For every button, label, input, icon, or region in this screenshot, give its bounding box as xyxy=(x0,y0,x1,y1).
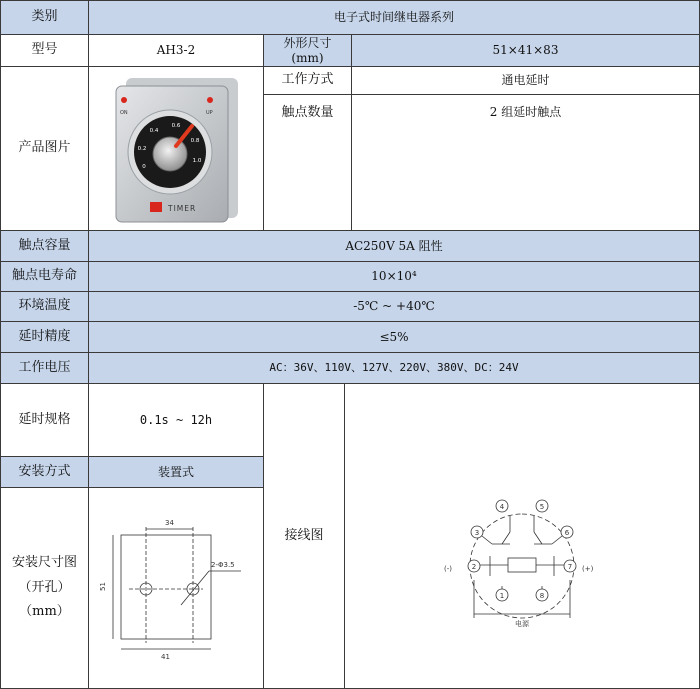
mounting-label: 安装方式 xyxy=(0,456,89,488)
socket-outline xyxy=(470,514,574,618)
svg-text:0.4: 0.4 xyxy=(149,127,159,134)
dim-top-text: 34 xyxy=(165,519,174,527)
cutout-drawing xyxy=(91,513,261,663)
svg-text:7: 7 xyxy=(567,563,573,571)
delay-range-label: 延时规格 xyxy=(0,383,89,457)
svg-text:1.0: 1.0 xyxy=(192,157,202,164)
svg-text:1: 1 xyxy=(499,592,505,600)
power-text: 电源 xyxy=(515,620,529,628)
model-label: 型号 xyxy=(0,34,89,67)
contacts-value: 2 组延时触点 xyxy=(351,94,700,231)
svg-text:0: 0 xyxy=(142,163,146,170)
product-photo xyxy=(106,74,246,224)
dial-knob xyxy=(153,137,187,171)
delay-range-value: 0.1s ~ 12h xyxy=(88,383,264,457)
pin-markers xyxy=(468,500,576,601)
cutout-outline xyxy=(121,535,211,639)
svg-text:0.6: 0.6 xyxy=(171,122,181,129)
svg-text:6: 6 xyxy=(564,529,570,537)
accuracy-label: 延时精度 xyxy=(0,321,89,353)
accuracy-value: ≤5% xyxy=(88,321,700,353)
svg-text:5: 5 xyxy=(539,503,545,511)
capacity-label: 触点容量 xyxy=(0,230,89,262)
temperature-value: -5℃ ~ +40℃ xyxy=(88,291,700,322)
voltage-value: AC：36V、110V、127V、220V、380V、DC：24V xyxy=(88,352,700,384)
cutout-drawing-cell xyxy=(88,487,264,689)
up-text: UP xyxy=(206,109,213,116)
dimensions-value: 51×41×83 xyxy=(351,34,700,67)
category-value: 电子式时间继电器系列 xyxy=(88,0,700,35)
dimensions-label: 外形尺寸 (mm) xyxy=(263,34,352,67)
dim-side-text: 51 xyxy=(99,582,107,591)
coil-icon xyxy=(508,558,536,572)
work-mode-label: 工作方式 xyxy=(263,66,352,95)
work-mode-value: 通电延时 xyxy=(351,66,700,95)
minus-text: (-) xyxy=(444,565,452,573)
life-value: 10×10⁴ xyxy=(88,261,700,292)
contacts-label: 触点数量 xyxy=(263,94,352,231)
wiring-diagram-cell xyxy=(344,383,700,689)
wiring-diagram xyxy=(422,492,622,652)
temperature-label: 环境温度 xyxy=(0,291,89,322)
photo-label: 产品图片 xyxy=(0,66,89,231)
on-led-icon xyxy=(121,97,127,103)
svg-text:3: 3 xyxy=(474,529,480,537)
svg-text:2: 2 xyxy=(471,563,477,571)
mounting-value: 装置式 xyxy=(88,456,264,488)
category-label: 类别 xyxy=(0,0,89,35)
up-led-icon xyxy=(207,97,213,103)
life-label: 触点电寿命 xyxy=(0,261,89,292)
svg-text:0.8: 0.8 xyxy=(190,137,200,144)
timer-text: TIMER xyxy=(168,203,197,213)
svg-text:0.2: 0.2 xyxy=(137,145,147,152)
dim-bottom-text: 41 xyxy=(161,653,170,661)
plus-text: (+) xyxy=(582,565,594,573)
wiring-label: 接线图 xyxy=(263,383,345,689)
on-text: ON xyxy=(120,109,128,116)
hole-note-text: 2-Φ3.5 xyxy=(211,561,235,569)
pin-numbers xyxy=(472,503,572,600)
cutout-label: 安装尺寸图 （开孔） （mm） xyxy=(0,487,89,689)
svg-text:4: 4 xyxy=(499,503,505,511)
voltage-label: 工作电压 xyxy=(0,352,89,384)
svg-text:8: 8 xyxy=(539,592,545,600)
model-value: AH3-2 xyxy=(88,34,264,67)
brand-badge xyxy=(150,202,162,212)
capacity-value: AC250V 5A 阻性 xyxy=(88,230,700,262)
product-photo-cell xyxy=(88,66,264,231)
